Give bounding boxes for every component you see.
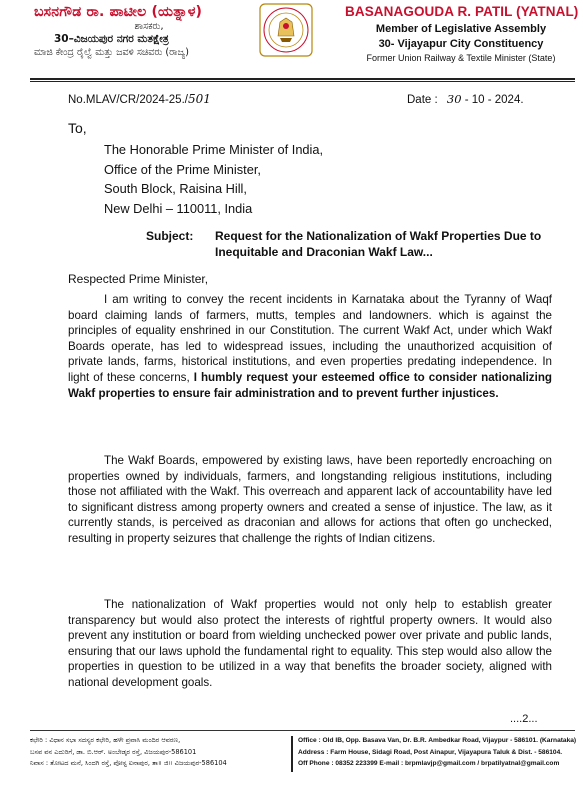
footer-contact-line: Off Phone : 08352 223399 E-mail : brpmlavjp@gmail.com / brpatilyatnal@gmail.com (298, 760, 560, 767)
addressee-block (104, 140, 323, 218)
date-label: Date : (407, 94, 438, 106)
body-paragraph-3: The nationalization of Wakf properties would not only help to establish greater transparency but would also protect the interests of rightful property owners. It would also prevent any institution or board from wielding unchecked power over private and public lands, ensuring that our laws uphold the fundamental right to equality. This step would also allow the properties in question to be utilized in a way that benefits the broader society, aligned with national development goals. (68, 598, 552, 689)
paragraph-bold-request: I humbly request your esteemed office to consider nationalizing Wakf properties to ensure fair administration and to prevent further injustices. (68, 370, 552, 400)
letter-date (407, 92, 524, 106)
kannada-title: ಶಾಸಕರು, (134, 21, 164, 32)
to-label: To, (68, 120, 87, 136)
footer-kannada (30, 735, 285, 770)
english-title: Member of Legislative Assembly (375, 23, 547, 35)
footer-kannada-line: ನಿವಾಸ : ತೋಟದ ಮನೆ, ಸಿಂದಗಿ ರಸ್ತೆ, ಪೋಸ್ಟ ಐನಾಪುರ, ತಾ॥ ಜಿ॥ ವಿಜಯಪುರ-586104 (30, 759, 227, 767)
reference-prefix: No.MLAV/CR/2024-25./ (68, 94, 188, 106)
kannada-constituency: 30–ವಿಜಯಪುರ ನಗರ ಮತಕ್ಷೇತ್ರ (54, 33, 169, 45)
footer-kannada-line: ಬಸವ ವನ ಎದುರಿಗೆ, ಡಾ. ಬಿ.ಆರ್. ಅಂಬೇಡ್ಕರ ರಸ್ತೆ, ವಿಜಯಪುರ-586101 (30, 747, 197, 756)
letterhead-english (345, 4, 577, 65)
subject-text: Request for the Nationalization of Wakf Properties Due to Inequitable and Draconian Wakf Law... (215, 229, 542, 259)
kannada-name: ಬಸನಗೌಡ ರಾ. ಪಾಟೀಲ (ಯತ್ನಾಳ) (34, 4, 203, 20)
english-former-title: Former Union Railway & Textile Minister (State) (366, 53, 556, 63)
address-line: The Honorable Prime Minister of India, (104, 142, 324, 157)
date-rest: - 10 - 2024. (464, 94, 524, 106)
continuation-marker: ....2... (510, 713, 538, 725)
reference-handwritten: 501 (187, 92, 211, 106)
footer-divider (291, 736, 293, 772)
paragraph-text: I am writing to convey the recent incidents in Karnataka about the Tyranny of Waqf board claiming lands of farmers, mutts, temples and landowners. which is against the principles of equality enshrined in our Constitution. The current Wakf Act, under which Wakf Boards operate, has led to widespread issues, including the unauthorized acquisition of private lands, farms, historical institutions, and even properties predating independence. In light of these concerns, (68, 293, 552, 384)
footer-office-line: Office : Old IB, Opp. Basava Van, Dr. B.R. Ambedkar Road, Vijaypur - 586101. (Karnataka) (298, 737, 577, 744)
english-name: BASANAGOUDA R. PATIL (YATNAL) (345, 4, 579, 19)
kannada-former-title: ಮಾಜಿ ಕೇಂದ್ರ ರೈಲ್ವೆ ಮತ್ತು ಜವಳಿ ಸಚಿವರು (ರಾಜ್ಯ) (34, 47, 189, 58)
header-rule (30, 78, 575, 80)
body-paragraph-2: The Wakf Boards, empowered by existing laws, have been reportedly encroaching on properties owned by individuals, farmers, and longstanding religious institutions, including those not affiliated with the Wakf. This overreach and apparent lack of accountability have led to significant distress among property owners and created a sense of injustice. The law, as it currently stands, is perceived as draconian and allows for actions that often go unchecked, resulting in property seizures that challenge the rights of Indian citizens. (68, 454, 552, 545)
karnataka-emblem-icon (258, 2, 314, 58)
address-line: South Block, Raisina Hill, (104, 181, 247, 196)
reference-number (68, 92, 211, 106)
body-paragraph-1 (68, 292, 552, 401)
address-line: New Delhi – 110011, India (104, 200, 253, 216)
footer-rule (30, 730, 575, 731)
header-rule-thin (30, 81, 575, 82)
english-constituency: 30- Vijayapur City Constituency (378, 38, 544, 50)
subject-label: Subject: (146, 229, 194, 243)
footer-address-line: Address : Farm House, Sidagi Road, Post Ainapur, Vijayapura Taluk & Dist. - 586104. (298, 748, 563, 756)
date-handwritten-day: 30 (446, 92, 462, 106)
salutation: Respected Prime Minister, (68, 272, 209, 286)
footer-english (298, 735, 578, 770)
letterhead-kannada (34, 4, 234, 59)
address-line: Office of the Prime Minister, (104, 161, 261, 177)
footer-kannada-line: ಕಛೇರಿ : ವಿಧಾನ ಸಭಾ ಸದಸ್ಯರ ಕಛೇರಿ, ಹಳೇ ಪ್ರವಾಸಿ ಮಂದಿರ ಆವರಣ, (30, 736, 181, 744)
